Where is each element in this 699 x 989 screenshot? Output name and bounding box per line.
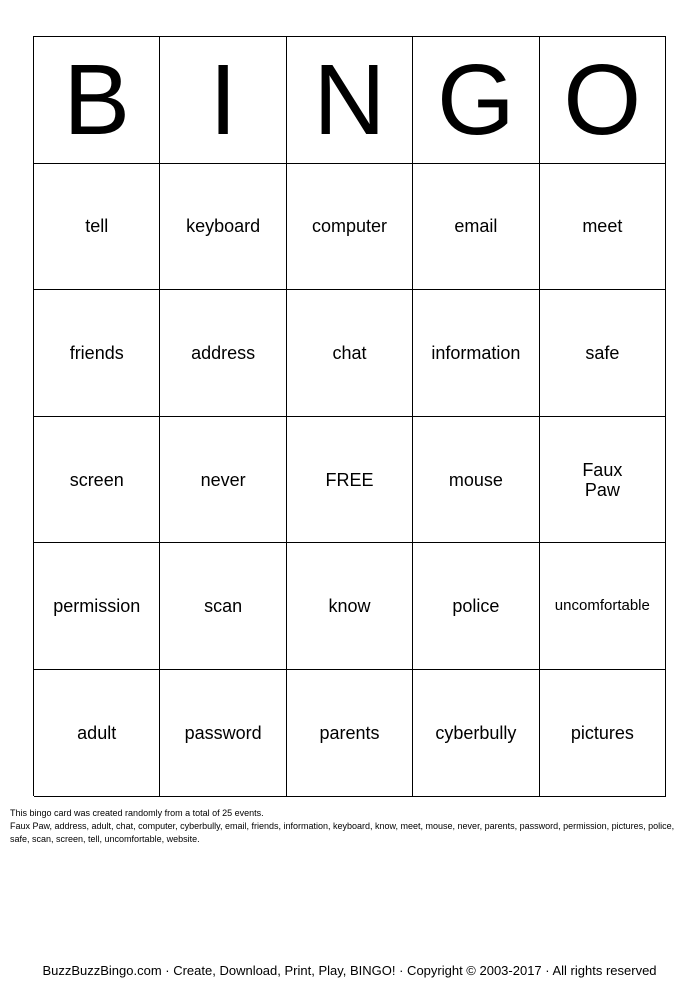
- bingo-cell: information: [413, 290, 539, 417]
- bingo-cell: parents: [287, 670, 413, 797]
- bingo-cell: keyboard: [160, 164, 286, 291]
- card-notes: [10, 807, 690, 846]
- site-footer: BuzzBuzzBingo.com · Create, Download, Print, Play, BINGO! · Copyright © 2003-2017 · All rights reserved: [42, 963, 657, 978]
- bingo-cell: police: [413, 543, 539, 670]
- header-letter-i: I: [160, 37, 286, 164]
- bingo-cell: tell: [34, 164, 160, 291]
- bingo-cell: password: [160, 670, 286, 797]
- bingo-cell: meet: [540, 164, 666, 291]
- bingo-cell: screen: [34, 417, 160, 544]
- bingo-cell: address: [160, 290, 286, 417]
- header-letter-n: N: [287, 37, 413, 164]
- header-letter-g: G: [413, 37, 539, 164]
- bingo-row: [34, 543, 666, 670]
- bingo-cell: safe: [540, 290, 666, 417]
- bingo-cell: adult: [34, 670, 160, 797]
- bingo-card: [33, 36, 666, 796]
- bingo-cell: never: [160, 417, 286, 544]
- bingo-cell: friends: [34, 290, 160, 417]
- bingo-cell: mouse: [413, 417, 539, 544]
- bingo-row: [34, 417, 666, 544]
- bingo-row: [34, 290, 666, 417]
- bingo-header-row: [34, 37, 666, 164]
- bingo-row: [34, 670, 666, 797]
- bingo-cell: Faux Paw: [540, 417, 666, 544]
- created-note: This bingo card was created randomly from a total of 25 events.: [10, 808, 264, 818]
- bingo-cell: uncomfortable: [540, 543, 666, 670]
- bingo-cell: email: [413, 164, 539, 291]
- events-list: Faux Paw, address, adult, chat, computer, cyberbully, email, friends, information, keyboard, know, meet, mouse, never, parents, password, permission, pictures, police, safe, scan, screen, tell, uncomfortable, website.: [10, 821, 675, 844]
- bingo-cell: permission: [34, 543, 160, 670]
- header-letter-o: O: [540, 37, 666, 164]
- bingo-free-cell: FREE: [287, 417, 413, 544]
- bingo-cell: pictures: [540, 670, 666, 797]
- bingo-cell: scan: [160, 543, 286, 670]
- header-letter-b: B: [34, 37, 160, 164]
- bingo-cell: chat: [287, 290, 413, 417]
- bingo-cell: know: [287, 543, 413, 670]
- bingo-cell: cyberbully: [413, 670, 539, 797]
- bingo-cell: computer: [287, 164, 413, 291]
- bingo-row: [34, 164, 666, 291]
